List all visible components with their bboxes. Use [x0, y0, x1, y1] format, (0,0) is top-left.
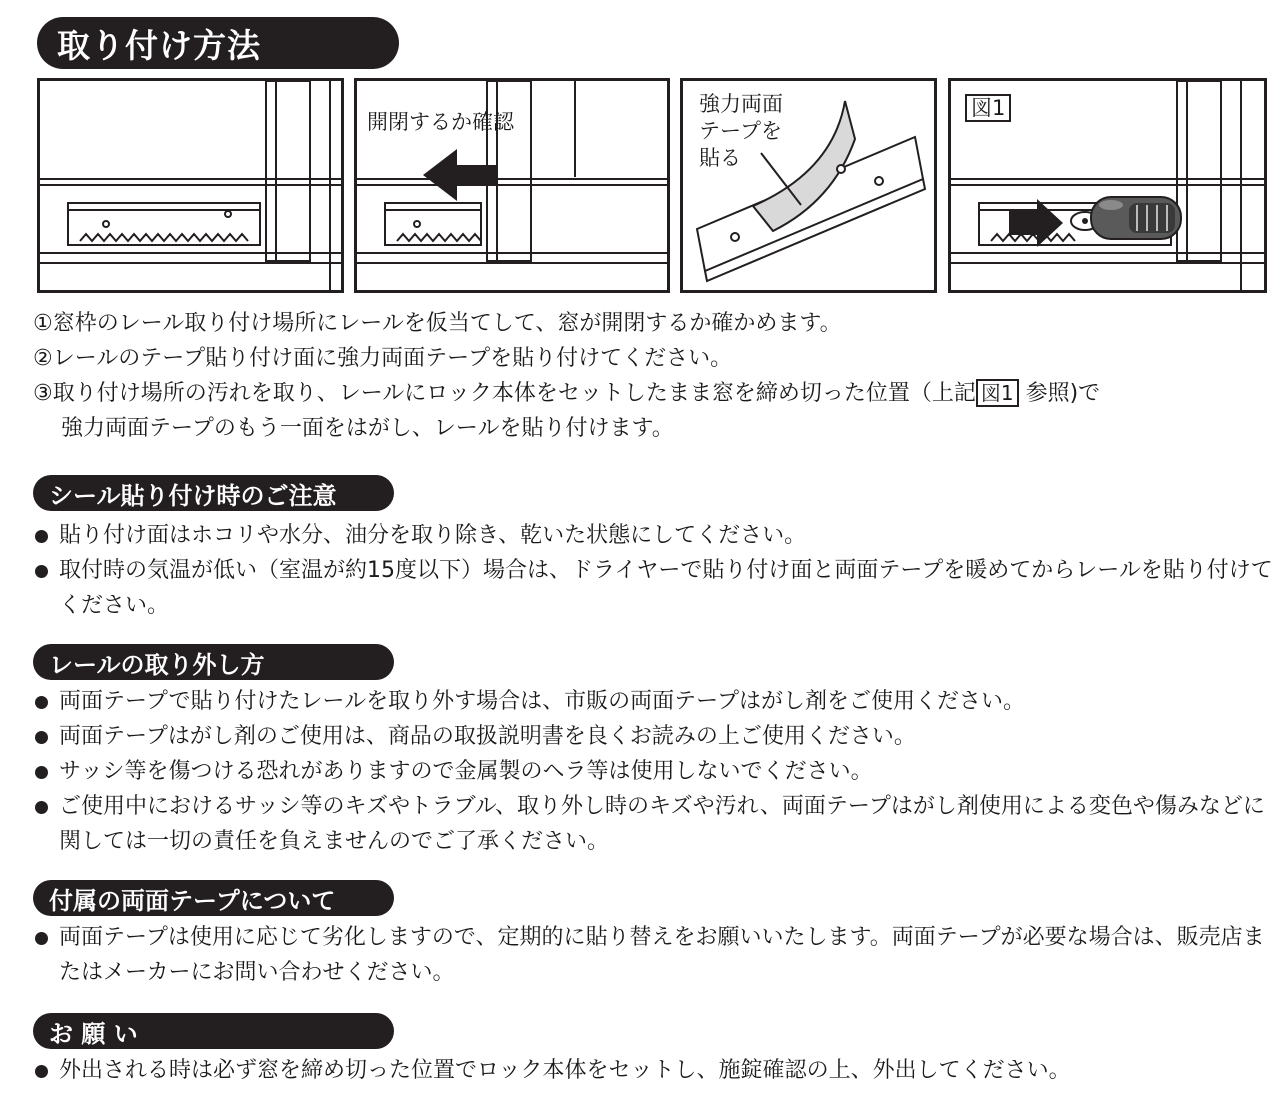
rail-placement-illustration	[40, 81, 341, 290]
illustration-panel-figure1	[948, 78, 1267, 293]
list-item: 両面テープはがし剤のご使用は、商品の取扱説明書を良くお読みの上ご使用ください。	[33, 719, 1278, 754]
rail-removal-list	[33, 684, 1278, 859]
step-3	[33, 376, 1278, 446]
list-item: 両面テープは使用に応じて劣化しますので、定期的に貼り替えをお願いいたします。両面テープが必要な場合は、販売店またはメーカーにお問い合わせください。	[33, 920, 1278, 990]
list-item: 貼り付け面はホコリや水分、油分を取り除き、乾いた状態にしてください。	[33, 518, 1278, 553]
section-title-seal-caution: シール貼り付け時のご注意	[33, 475, 394, 511]
open-check-label: 開閉するか確認	[367, 110, 514, 134]
list-item: 取付時の気温が低い（室温が約15度以下）場合は、ドライヤーで貼り付け面と両面テープを暖めてからレールを貼り付けてください。	[33, 553, 1278, 623]
step-3-text-b: 参照)で	[1025, 381, 1101, 406]
list-item: サッシ等を傷つける恐れがありますので金属製のヘラ等は使用しないでください。	[33, 754, 1278, 789]
included-tape-list	[33, 920, 1278, 990]
list-item: 両面テープで貼り付けたレールを取り外す場合は、市販の両面テープはがし剤をご使用ください。	[33, 684, 1278, 719]
installation-steps	[33, 306, 1278, 446]
figure1-badge: 図1	[965, 94, 1011, 122]
list-item: ご使用中におけるサッシ等のキズやトラブル、取り外し時のキズや汚れ、両面テープはがし剤使用による変色や傷みなどに関しては一切の責任を負えませんのでご了承ください。	[33, 789, 1278, 859]
section-title-included-tape: 付属の両面テープについて	[33, 880, 394, 916]
section-title-rail-removal: レールの取り外し方	[33, 644, 394, 680]
illustration-panel-apply-tape	[680, 78, 937, 293]
step-2: ②レールのテープ貼り付け面に強力両面テープを貼り付けてください。	[33, 346, 733, 371]
seal-caution-list	[33, 518, 1278, 623]
section-title-request: お 願 い	[33, 1013, 394, 1049]
step-3-figure-ref: 図1	[976, 379, 1019, 407]
figure1-label	[965, 95, 1011, 122]
arrow-left-icon	[423, 149, 497, 201]
page-title: 取り付け方法	[37, 17, 399, 69]
step-3-text-a: ③取り付け場所の汚れを取り、レールにロック本体をセットしたまま窓を締め切った位置（上記	[33, 381, 976, 406]
request-list	[33, 1053, 1278, 1088]
illustration-panel-open-check	[354, 78, 670, 293]
step-3-text-c: 強力両面テープのもう一面をはがし、レールを貼り付けます。	[61, 416, 674, 441]
list-item: 外出される時は必ず窓を締め切った位置でロック本体をセットし、施錠確認の上、外出してください。	[33, 1053, 1278, 1088]
illustration-panel-rail-placement	[37, 78, 344, 293]
apply-tape-label: 強力両面 テープを 貼る	[699, 92, 783, 170]
step-1: ①窓枠のレール取り付け場所にレールを仮当てして、窓が開閉するか確かめます。	[33, 311, 842, 336]
